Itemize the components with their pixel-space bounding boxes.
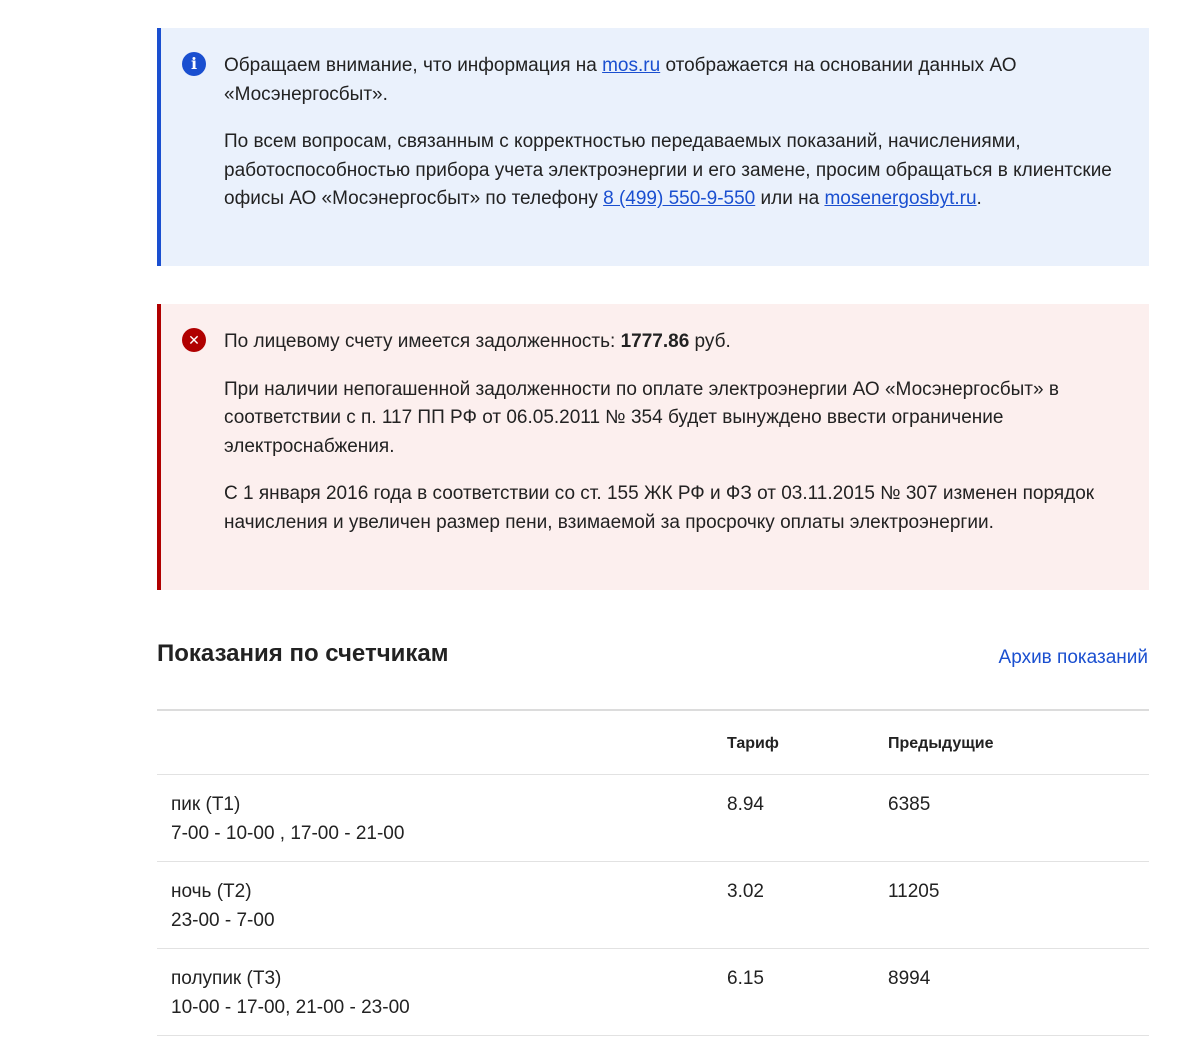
tariff-value: 3.02 xyxy=(727,881,764,902)
tariff-value: 6.15 xyxy=(727,968,764,989)
info-alert xyxy=(157,28,1149,266)
header-tariff: Тариф xyxy=(727,735,779,752)
zone-hours: 7-00 - 10-00 , 17-00 - 21-00 xyxy=(171,822,405,844)
meters-section-title: Показания по счетчикам xyxy=(157,640,449,667)
mos-ru-link[interactable]: mos.ru xyxy=(602,55,661,76)
debt-alert-paragraph-1: По лицевому счету имеется задолженность: 1777.86 руб. xyxy=(224,331,731,352)
zone-hours: 10-00 - 17-00, 21-00 - 23-00 xyxy=(171,996,410,1018)
archive-link[interactable]: Архив показаний xyxy=(998,647,1148,668)
error-icon: ✕ xyxy=(182,328,206,352)
table-row xyxy=(157,949,1149,1036)
tariff-zone xyxy=(171,878,275,935)
table-header xyxy=(157,711,1149,775)
previous-value: 11205 xyxy=(888,881,940,902)
previous-value: 6385 xyxy=(888,794,931,815)
tariff-zone xyxy=(171,965,410,1022)
debt-amount: 1777.86 xyxy=(620,331,690,352)
zone-name: пик (Т1) xyxy=(171,794,241,815)
debt-alert-paragraph-3: С 1 января 2016 года в соответствии со ст. 155 ЖК РФ и ФЗ от 03.11.2015 № 307 изменен порядок начисления и увеличен размер пени, взимаемой за просрочку оплаты электроэнергии. xyxy=(224,483,1095,533)
tariff-value: 8.94 xyxy=(727,794,764,815)
meters-table xyxy=(157,709,1149,1036)
info-icon: i xyxy=(182,52,206,76)
phone-link[interactable]: 8 (499) 550-9-550 xyxy=(603,188,756,210)
mosenergosbyt-link[interactable]: mosenergosbyt.ru xyxy=(824,188,977,210)
debt-alert-paragraph-2: При наличии непогашенной задолженности по оплате электроэнергии АО «Мосэнергосбыт» в соответствии с п. 117 ПП РФ от 06.05.2011 № 354 будет вынуждено ввести ограничение электроснабжения. xyxy=(224,378,1059,457)
zone-name: полупик (Т3) xyxy=(171,968,282,989)
zone-name: ночь (Т2) xyxy=(171,881,252,902)
zone-hours: 23-00 - 7-00 xyxy=(171,909,275,931)
info-alert-paragraph-2: По всем вопросам, связанным с корректностью передаваемых показаний, начислениями, работоспособностью прибора учета электроэнергии и его замене, просим обращаться в клиентские офисы АО «Мосэнергосбыт» по телефону 8 (499) 550-9-550 или на mosenergosbyt.ru. xyxy=(224,131,1112,210)
table-row xyxy=(157,775,1149,862)
tariff-zone xyxy=(171,791,404,848)
header-previous: Предыдущие xyxy=(888,735,994,752)
debt-alert xyxy=(157,304,1149,590)
info-alert-paragraph-1: Обращаем внимание, что информация на mos.ru отображается на основании данных АО «Мосэнергосбыт». xyxy=(224,55,1017,105)
table-row xyxy=(157,862,1149,949)
previous-value: 8994 xyxy=(888,968,931,989)
